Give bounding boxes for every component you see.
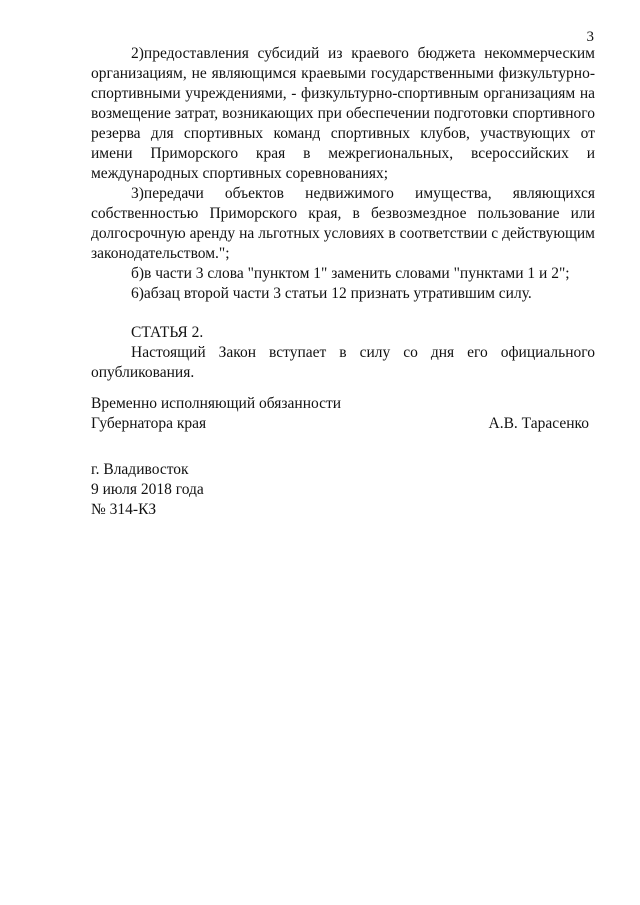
document-body bbox=[91, 44, 595, 383]
date: 9 июля 2018 года bbox=[91, 481, 204, 498]
law-number: № 314-КЗ bbox=[91, 501, 157, 518]
signature-block bbox=[91, 394, 595, 520]
paragraph-paragraph-repeal: 6)абзац второй части 3 статьи 12 признать утратившим силу. bbox=[131, 285, 532, 302]
place-date-block bbox=[91, 460, 595, 520]
page-number: 3 bbox=[586, 29, 594, 45]
signatory-title-line2: Губернатора края bbox=[91, 415, 207, 432]
paragraph-amendment-part-3: б)в части 3 слова "пунктом 1" заменить словами "пунктами 1 и 2"; bbox=[131, 265, 570, 282]
article-text: Настоящий Закон вступает в силу со дня его официального опубликования. bbox=[91, 344, 595, 381]
paragraph-subsidies: 2)предоставления субсидий из краевого бюджета некоммерческим организациям, не являющимся краевыми государственными физкультурно-спортивными учреждениями, - физкультурно-спортивным организациям на возмещение затрат, возникающих при обеспечении подготовки спортивного резерва для спортивных команд спортивных клубов, участвующих от имени Приморского края в межрегиональных, всероссийских и международных спортивных соревнованиях; bbox=[91, 45, 595, 182]
signatory-title-line1: Временно исполняющий обязанности bbox=[91, 395, 342, 412]
signatory-name: А.В. Тарасенко bbox=[488, 415, 589, 432]
article-heading: СТАТЬЯ 2. bbox=[131, 324, 204, 341]
paragraph-property-transfer: 3)передачи объектов недвижимого имущества, являющихся собственностью Приморского края, в безвозмездное пользование или долгосрочную аренду на льготных условиях в соответствии с действующим законодательством."; bbox=[91, 185, 595, 262]
place: г. Владивосток bbox=[91, 461, 189, 478]
signatory-row bbox=[91, 414, 595, 434]
